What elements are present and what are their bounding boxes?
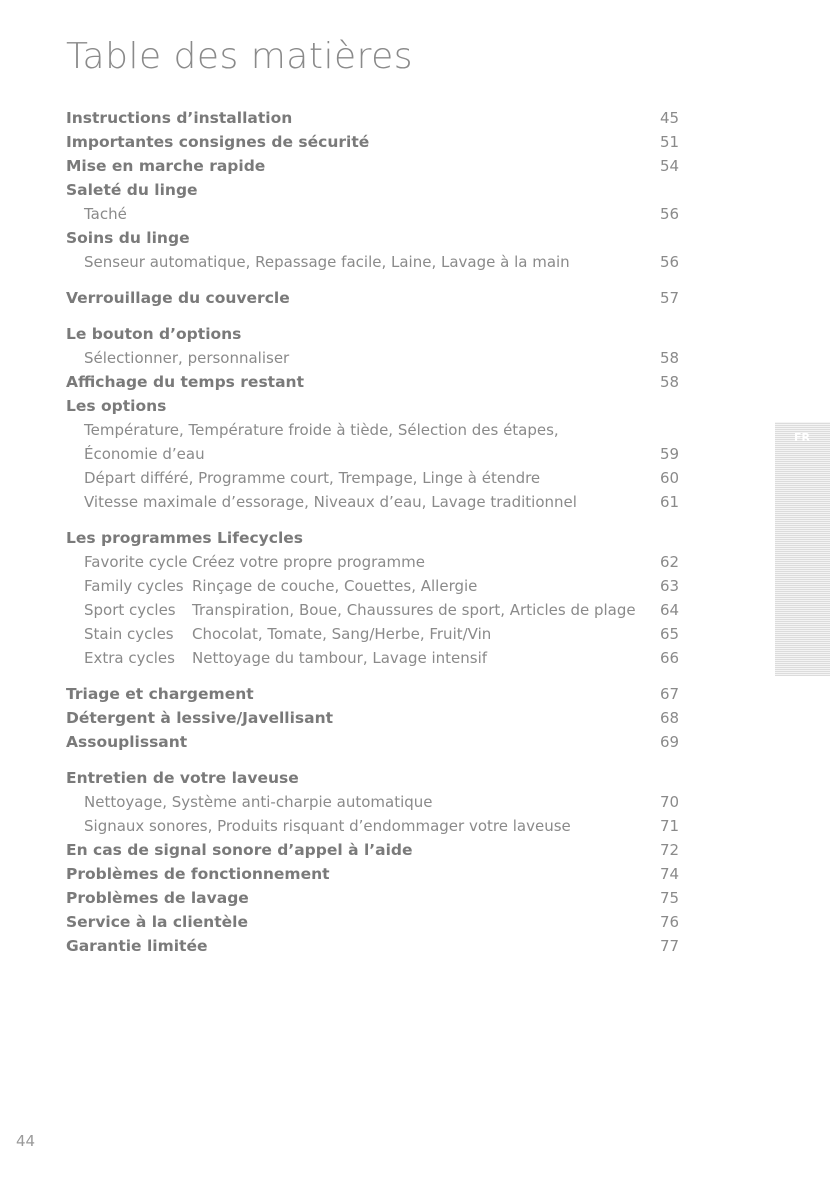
toc-heading: Problèmes de lavage <box>66 889 249 907</box>
toc-subentry: Sélectionner, personnaliser <box>84 349 290 367</box>
toc-entry <box>0 178 830 202</box>
toc-page-number: 64 <box>660 601 680 619</box>
toc-entry <box>0 466 830 490</box>
toc-entry <box>0 526 830 550</box>
toc-heading: Triage et chargement <box>66 685 254 703</box>
toc-subentry-detail: Chocolat, Tomate, Sang/Herbe, Fruit/Vin <box>192 625 492 643</box>
toc-entry <box>0 598 830 622</box>
toc-entry <box>0 706 830 730</box>
toc-subentry: Extra cycles <box>84 649 175 667</box>
toc-page-number: 58 <box>660 349 680 367</box>
toc-page-number: 62 <box>660 553 680 571</box>
toc-entry <box>0 490 830 514</box>
toc-page-number: 76 <box>660 913 680 931</box>
toc-entry <box>0 862 830 886</box>
toc-subentry: Family cycles <box>84 577 184 595</box>
toc-heading: Assouplissant <box>66 733 188 751</box>
toc-heading: Soins du linge <box>66 229 190 247</box>
toc-page-number: 68 <box>660 709 680 727</box>
toc-page-number: 54 <box>660 157 680 175</box>
language-tab-label: FR <box>794 431 810 444</box>
toc-heading: Instructions d’installation <box>66 109 293 127</box>
toc-entry <box>0 838 830 862</box>
toc-heading: Mise en marche rapide <box>66 157 266 175</box>
toc-subentry: Sport cycles <box>84 601 176 619</box>
toc-subentry: Départ différé, Programme court, Trempage, Linge à étendre <box>84 469 541 487</box>
toc-entry <box>0 886 830 910</box>
toc-subentry-detail: Transpiration, Boue, Chaussures de sport, Articles de plage <box>192 601 636 619</box>
toc-page-number: 63 <box>660 577 680 595</box>
toc-page-number: 70 <box>660 793 680 811</box>
toc-heading: Verrouillage du couvercle <box>66 289 290 307</box>
toc-heading: Problèmes de fonctionnement <box>66 865 330 883</box>
toc-entry <box>0 202 830 226</box>
toc-subentry: Stain cycles <box>84 625 174 643</box>
toc-subentry-detail: Rinçage de couche, Couettes, Allergie <box>192 577 478 595</box>
toc-entry <box>0 682 830 706</box>
toc-heading: Saleté du linge <box>66 181 198 199</box>
toc-page-number: 67 <box>660 685 680 703</box>
toc-entry <box>0 814 830 838</box>
page-number: 44 <box>16 1132 36 1150</box>
toc-heading: Détergent à lessive/Javellisant <box>66 709 334 727</box>
toc-subentry: Signaux sonores, Produits risquant d’endommager votre laveuse <box>84 817 571 835</box>
toc-page-number: 65 <box>660 625 680 643</box>
toc-page-number: 51 <box>660 133 680 151</box>
toc-heading: Garantie limitée <box>66 937 208 955</box>
toc-subentry: Taché <box>84 205 127 223</box>
toc-page-number: 69 <box>660 733 680 751</box>
toc-subentry: Senseur automatique, Repassage facile, Laine, Lavage à la main <box>84 253 570 271</box>
toc-heading: Affichage du temps restant <box>66 373 304 391</box>
toc-page-number: 45 <box>660 109 680 127</box>
toc-entry <box>0 442 830 466</box>
toc-entry <box>0 106 830 130</box>
toc-heading: Entretien de votre laveuse <box>66 769 299 787</box>
toc-subentry-detail: Créez votre propre programme <box>192 553 425 571</box>
toc-page-number: 59 <box>660 445 680 463</box>
toc-entry <box>0 286 830 310</box>
toc-page-number: 72 <box>660 841 680 859</box>
toc-entry <box>0 790 830 814</box>
toc-page-number: 60 <box>660 469 680 487</box>
toc-entry <box>0 622 830 646</box>
toc-heading: En cas de signal sonore d’appel à l’aide <box>66 841 413 859</box>
toc-subentry: Favorite cycle <box>84 553 188 571</box>
toc-page-number: 61 <box>660 493 680 511</box>
toc-entry <box>0 130 830 154</box>
toc-entry <box>0 550 830 574</box>
toc-entry <box>0 322 830 346</box>
toc-page-number: 57 <box>660 289 680 307</box>
toc-entry <box>0 346 830 370</box>
toc-page-number: 58 <box>660 373 680 391</box>
toc-entry <box>0 250 830 274</box>
toc-entry <box>0 418 830 442</box>
toc-entry <box>0 394 830 418</box>
toc-page-number: 74 <box>660 865 680 883</box>
toc-heading: Service à la clientèle <box>66 913 248 931</box>
toc-subentry: Vitesse maximale d’essorage, Niveaux d’eau, Lavage traditionnel <box>84 493 577 511</box>
toc-subentry: Économie d’eau <box>84 445 205 463</box>
toc-heading: Les options <box>66 397 167 415</box>
toc-subentry: Température, Température froide à tiède, Sélection des étapes, <box>84 421 559 439</box>
toc-heading: Les programmes Lifecycles <box>66 529 304 547</box>
toc-entry <box>0 934 830 958</box>
toc-entry <box>0 370 830 394</box>
toc-page-number: 75 <box>660 889 680 907</box>
toc-page-number: 66 <box>660 649 680 667</box>
toc-entry <box>0 646 830 670</box>
page-title: Table des matières <box>66 36 414 77</box>
toc-page-number: 71 <box>660 817 680 835</box>
language-tab <box>775 422 830 676</box>
toc-subentry-detail: Nettoyage du tambour, Lavage intensif <box>192 649 488 667</box>
toc-entry <box>0 730 830 754</box>
toc-heading: Le bouton d’options <box>66 325 242 343</box>
toc-subentry: Nettoyage, Système anti-charpie automatique <box>84 793 433 811</box>
toc-page-number: 56 <box>660 205 680 223</box>
toc-entry <box>0 574 830 598</box>
toc-entry <box>0 766 830 790</box>
toc-entry <box>0 226 830 250</box>
toc-page-number: 56 <box>660 253 680 271</box>
toc-page-number: 77 <box>660 937 680 955</box>
toc-entry <box>0 154 830 178</box>
toc-heading: Importantes consignes de sécurité <box>66 133 370 151</box>
toc-entry <box>0 910 830 934</box>
